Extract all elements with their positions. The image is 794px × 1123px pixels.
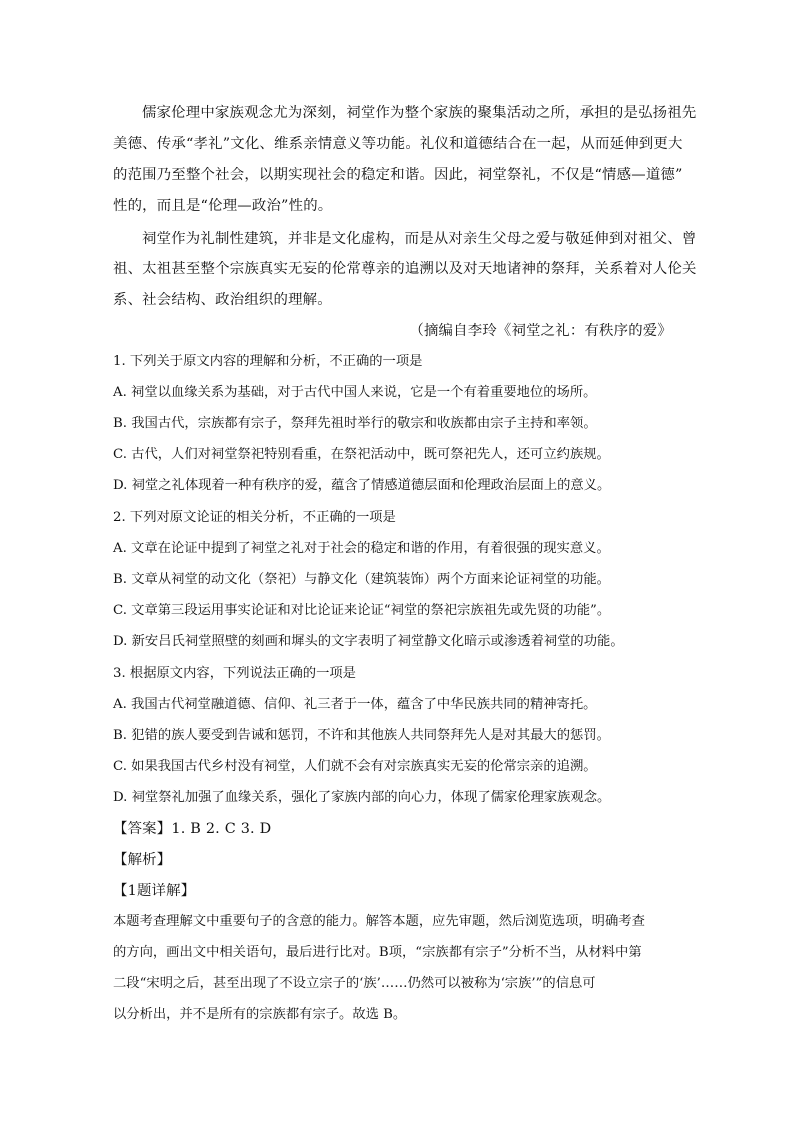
question-option: C. 如果我国古代乡村没有祠堂，人们就不会有对宗族真实无妄的伦常宗亲的追溯。: [113, 759, 597, 774]
passage-line: 系、社会结构、政治组织的理解。: [113, 292, 332, 308]
passage-line: 的范围乃至整个社会，以期实现社会的稳定和谐。因此，祠堂祭礼，不仅是“情感—道德”: [113, 167, 683, 183]
question-option: B. 文章从祠堂的动文化（祭祀）与静文化（建筑装饰）两个方面来论证祠堂的功能。: [113, 572, 610, 587]
detail-label: 【1题详解】: [113, 883, 196, 899]
question-stem: 3. 根据原文内容，下列说法正确的一项是: [113, 666, 356, 681]
passage-source: （摘编自李玲《祠堂之礼：有秩序的爱》: [409, 323, 672, 339]
detail-text-line: 本题考查理解文中重要句子的含意的能力。解答本题，应先审题，然后浏览选项，明确考查: [113, 914, 645, 929]
detail-text-line: 的方向，画出文中相关语句，最后进行比对。B项，“宗族都有宗子”分析不当，从材料中第: [113, 945, 642, 960]
detail-text-line: 二段“宋明之后，甚至出现了不设立宗子的‘族’……仍然可以被称为‘宗族’”的信息可: [113, 976, 596, 991]
analysis-label: 【解析】: [113, 852, 172, 868]
question-option: D. 祠堂祭礼加强了血缘关系，强化了家族内部的向心力，体现了儒家伦理家族观念。: [113, 790, 611, 805]
question-stem: 2. 下列对原文论证的相关分析，不正确的一项是: [113, 510, 396, 525]
question-option: D. 新安吕氏祠堂照壁的刻画和墀头的文字表明了祠堂静文化暗示或渗透着祠堂的功能。: [113, 634, 624, 649]
question-option: B. 犯错的族人要受到告诫和惩罚，不许和其他族人共同祭拜先人是对其最大的惩罚。: [113, 728, 610, 743]
passage-line: 祖、太祖甚至整个宗族真实无妄的伦常尊亲的追溯以及对天地诸神的祭拜，关系着对人伦关: [113, 261, 697, 277]
question-option: A. 我国古代祠堂融道德、信仰、礼三者于一体，蕴含了中华民族共同的精神寄托。: [113, 697, 597, 712]
answer-line: 【答案】1. B 2. C 3. D: [113, 821, 272, 837]
question-option: A. 祠堂以血缘关系为基础，对于古代中国人来说，它是一个有着重要地位的场所。: [113, 385, 597, 400]
passage-line: 性的，而且是“伦理—政治”性的。: [113, 198, 333, 214]
question-option: C. 古代，人们对祠堂祭祀特别看重，在祭祀活动中，既可祭祀先人，还可立约族规。: [113, 447, 610, 462]
question-option: D. 祠堂之礼体现着一种有秩序的爱，蕴含了情感道德层面和伦理政治层面上的意义。: [113, 478, 611, 493]
passage-line: 儒家伦理中家族观念尤为深刻，祠堂作为整个家族的聚集活动之所，承担的是弘扬祖先: [142, 105, 697, 121]
detail-text-line: 以分析出，并不是所有的宗族都有宗子。故选 B。: [113, 1007, 407, 1022]
question-option: A. 文章在论证中提到了祠堂之礼对于社会的稳定和谐的作用，有着很强的现实意义。: [113, 541, 610, 556]
passage-line: 美德、传承“孝礼”文化、维系亲情意义等功能。礼仪和道德结合在一起，从而延伸到更大: [113, 136, 683, 152]
question-option: B. 我国古代，宗族都有宗子，祭拜先祖时举行的敬宗和收族都由宗子主持和率领。: [113, 416, 597, 431]
question-option: C. 文章第三段运用事实论证和对比论证来论证“祠堂的祭祀宗族祖先或先贤的功能”。: [113, 603, 611, 618]
passage-line: 祠堂作为礼制性建筑，并非是文化虚构，而是从对亲生父母之爱与敬延伸到对祖父、曾: [142, 231, 697, 247]
question-stem: 1. 下列关于原文内容的理解和分析，不正确的一项是: [113, 354, 423, 369]
